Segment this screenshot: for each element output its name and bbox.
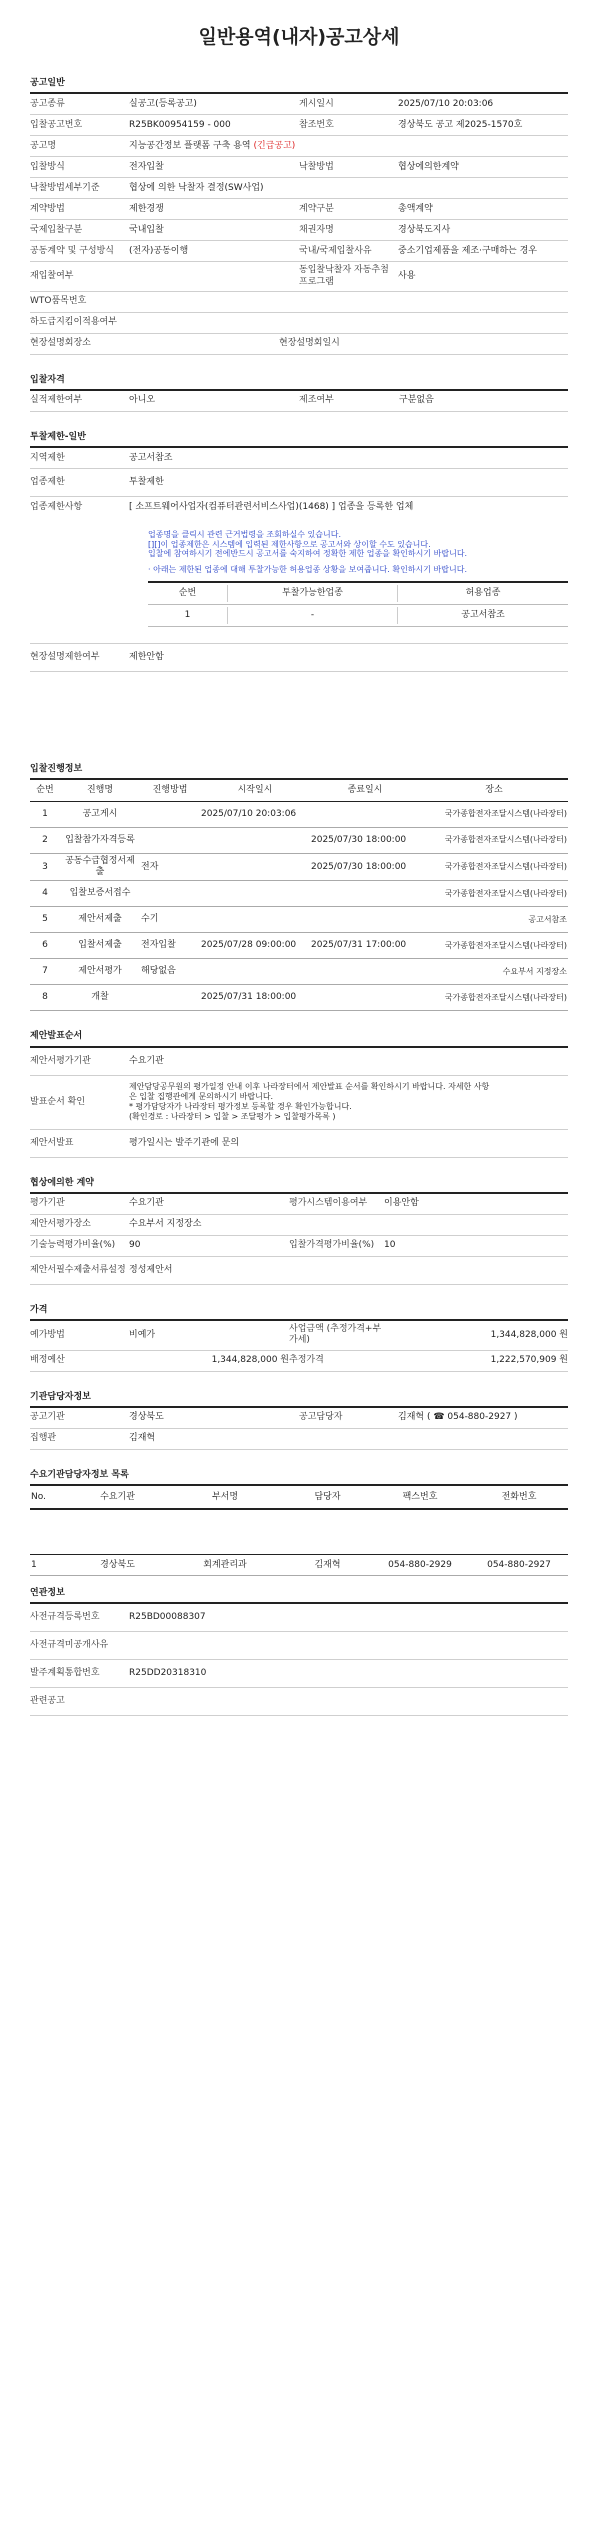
general-row [30, 157, 568, 178]
general-label: 입찰방식 [30, 161, 65, 172]
demand-cell: 회계관리과 [203, 1559, 247, 1570]
eval-place-row [30, 1215, 568, 1236]
related-value [129, 1643, 568, 1649]
site-limit-label: 현장설명제한여부 [30, 651, 100, 662]
schedule-cell: 전자입찰 [141, 940, 176, 951]
schedule-cell: 입찰서제출 [78, 940, 122, 951]
schedule-cell: 6 [42, 940, 48, 951]
price-ratio-label: 입찰가격평가비율(%) [289, 1240, 375, 1251]
schedule-cell [200, 892, 310, 896]
schedule-cell: 국가종합전자조달시스템(나라장터) [444, 940, 567, 950]
general-label: 공동계약 및 구성방식 [30, 245, 114, 256]
schedule-header: 진행방법 [152, 784, 188, 795]
schedule-cell: 국가종합전자조달시스템(나라장터) [444, 809, 567, 819]
budget-label: 배정예산 [30, 1355, 65, 1365]
general-row [30, 220, 568, 241]
general-value [129, 274, 299, 280]
related-row [30, 1632, 568, 1660]
schedule-header: 진행명 [86, 784, 114, 795]
schedule-header: 종료일시 [347, 784, 383, 795]
general-label: 입찰공고번호 [30, 119, 83, 130]
agency-contact-value: 김재혁 ( ☎ 054-880-2927 ) [398, 1412, 518, 1423]
section-title-related: 연관정보 [30, 1588, 568, 1604]
demand-cell: 경상북도 [100, 1559, 135, 1570]
notice-line: 입찰에 참여하시기 전에반드시 공고서를 숙지하여 정확한 제한 업종을 확인하시기 바랍니다. [148, 549, 468, 559]
schedule-cell: 제안서평가 [78, 966, 122, 977]
price-row [30, 1321, 568, 1351]
general-value: 전자입찰 [129, 161, 164, 172]
schedule-cell: 2025/07/31 18:00:00 [201, 992, 297, 1003]
schedule-cell: 수요부서 지정장소 [502, 966, 567, 976]
proposal-order-row [30, 1076, 568, 1130]
schedule-header: 순번 [36, 784, 54, 795]
related-row [30, 1604, 568, 1632]
general-value: 경상북도지사 [398, 224, 451, 235]
proposal-present-row [30, 1130, 568, 1158]
method-detail-label: 낙찰방법세부기준 [30, 182, 100, 193]
related-label: 관련공고 [30, 1696, 65, 1707]
allowed-biz-cell: 공고서참조 [461, 609, 505, 620]
general-row [30, 262, 568, 292]
demand-header: 팩스번호 [402, 1491, 438, 1502]
project-amount-value: 1,344,828,000 원 [490, 1329, 568, 1340]
site-place-label: 현장설명회장소 [30, 338, 91, 349]
schedule-cell: 2025/07/30 18:00:00 [311, 861, 407, 872]
method-detail-value: 협상에 의한 낙찰자 결정(SW사업) [129, 182, 264, 193]
general-value: 중소기업제품을 제조·구매하는 경우 [398, 245, 537, 256]
schedule-row [30, 854, 568, 882]
related-value [129, 1699, 568, 1705]
schedule-cell: 입찰보증서접수 [69, 888, 131, 899]
schedule-cell [200, 838, 310, 842]
schedule-cell [310, 892, 420, 896]
eval-place-label: 제안서평가장소 [30, 1219, 91, 1230]
schedule-cell: 국가종합전자조달시스템(나라장터) [444, 888, 567, 898]
manufacture-value: 구분없음 [399, 395, 434, 406]
biz-limit-row [30, 469, 568, 497]
schedule-cell [200, 865, 310, 869]
schedule-cell: 공고게시 [82, 808, 118, 819]
demand-header: No. [31, 1491, 46, 1502]
schedule-header: 시작일시 [237, 784, 273, 795]
schedule-cell: 공동수급협정서제출 [65, 855, 135, 878]
general-row [30, 199, 568, 220]
subcontract-label: 하도급지킴이적용여부 [30, 317, 117, 328]
general-label: 계약구분 [299, 203, 334, 214]
demand-header: 수요기관 [100, 1491, 135, 1502]
schedule-row [30, 802, 568, 828]
related-value: R25BD00088307 [129, 1612, 206, 1623]
notice-line: [][]이 업종제한은 시스템에 입력된 제한사항으로 공고서와 상이할 수도 있습니다. [148, 539, 431, 549]
page-title: 일반용역(내자)공고상세 [198, 26, 400, 48]
eval-org-label: 평가기관 [30, 1198, 65, 1209]
schedule-cell: 5 [42, 914, 48, 925]
price-ratio-value: 10 [384, 1240, 396, 1251]
proposal-org-value: 수요기관 [129, 1055, 164, 1066]
schedule-table [30, 780, 568, 1012]
schedule-cell [310, 996, 420, 1000]
notice-line: 업종명을 클릭시 관련 근거법령을 조회하실수 있습니다. [148, 530, 341, 540]
executor-label: 집행관 [30, 1433, 57, 1444]
site-limit-row [30, 644, 568, 672]
price-method-value: 비예가 [129, 1329, 156, 1340]
general-value: 실공고(등록공고) [129, 98, 197, 109]
schedule-cell: 2025/07/30 18:00:00 [311, 834, 407, 845]
general-value: 국내입찰 [129, 224, 164, 235]
schedule-cell: 국가종합전자조달시스템(나라장터) [444, 835, 567, 845]
schedule-cell: 2025/07/31 17:00:00 [311, 940, 407, 951]
demand-header: 부서명 [211, 1491, 239, 1502]
section-title-negotiation: 협상에의한 계약 [30, 1178, 568, 1194]
agency-contact-label: 공고담당자 [299, 1412, 343, 1423]
urgent-flag: (긴급공고) [253, 140, 296, 151]
tech-ratio-value: 90 [129, 1240, 141, 1251]
general-row [30, 94, 568, 115]
method-detail-row [30, 178, 568, 199]
general-label: 계약방법 [30, 203, 65, 214]
manufacture-label: 제조여부 [299, 395, 334, 406]
schedule-cell: 8 [42, 992, 48, 1003]
demand-cell: 김재혁 [314, 1559, 341, 1570]
general-label: 참조번호 [299, 119, 334, 130]
notice-name-row [30, 136, 568, 157]
perf-limit-value: 아니오 [129, 395, 156, 406]
related-label: 발주계획통합번호 [30, 1668, 100, 1679]
site-time-label: 현장설명회일시 [279, 338, 340, 349]
schedule-row [30, 959, 568, 985]
region-limit-value: 공고서참조 [129, 452, 173, 463]
required-doc-label: 제안서필수제출서류설정 [30, 1264, 126, 1275]
section-title-general: 공고일반 [30, 78, 568, 94]
section-title-schedule: 입찰진행정보 [30, 764, 568, 780]
general-label: 국내/국제입찰사유 [299, 245, 372, 256]
general-value: (전자)공동이행 [129, 245, 189, 256]
general-row [30, 241, 568, 262]
schedule-row [30, 933, 568, 959]
tech-ratio-label: 기술능력평가비율(%) [30, 1240, 116, 1251]
eval-system-label: 평가시스템이용여부 [289, 1198, 368, 1209]
schedule-cell [140, 838, 200, 842]
schedule-row [30, 985, 568, 1011]
general-value: 2025/07/10 20:03:06 [398, 98, 494, 109]
executor-value: 김재혁 [129, 1433, 156, 1444]
schedule-cell: 국가종합전자조달시스템(나라장터) [444, 992, 567, 1002]
biz-limit-label: 업종제한 [30, 477, 65, 488]
budget-row [30, 1351, 568, 1372]
demand-header: 전화번호 [501, 1491, 537, 1502]
schedule-cell [200, 970, 310, 974]
demand-table [30, 1486, 568, 1576]
schedule-cell: 해당없음 [141, 966, 176, 977]
allowed-biz-header: 투찰가능한업종 [228, 585, 398, 602]
related-label: 사전규격미공개사유 [30, 1640, 109, 1651]
site-row [30, 334, 568, 355]
eval-system-value: 이용안함 [384, 1198, 419, 1209]
general-value: R25BK00954159 - 000 [129, 119, 231, 130]
related-row [30, 1688, 568, 1716]
section-title-limits: 투찰제한-일반 [30, 432, 568, 448]
schedule-cell: 4 [42, 888, 48, 899]
order-line: * 평가담당자가 나라장터 평가정보 등록할 경우 확인가능합니다. [129, 1102, 352, 1112]
demand-cell: 1 [31, 1559, 37, 1570]
schedule-cell: 수기 [141, 914, 159, 925]
schedule-row [30, 881, 568, 907]
order-line: 제안담당공무원의 평가일정 안내 이후 나라장터에서 제안발표 순서를 확인하시기 바랍니다. 자세한 사항 [129, 1082, 490, 1092]
general-value: 사용 [398, 270, 416, 281]
region-limit-label: 지역제한 [30, 452, 65, 463]
section-title-demand: 수요기관담당자정보 목록 [30, 1470, 568, 1486]
proposal-present-label: 제안서발표 [30, 1137, 74, 1148]
schedule-cell [200, 918, 310, 922]
general-label: 국제입찰구분 [30, 224, 83, 235]
general-value: 제한경쟁 [129, 203, 164, 214]
required-doc-row [30, 1257, 568, 1285]
site-limit-value: 제한안함 [129, 651, 164, 662]
schedule-cell: 2 [42, 834, 48, 845]
schedule-cell [140, 996, 200, 1000]
general-label: 게시일시 [299, 98, 334, 109]
est-price-label: 추정가격 [289, 1355, 324, 1365]
allowed-biz-table [148, 581, 568, 627]
proposal-order-label: 발표순서 확인 [30, 1096, 86, 1107]
related-value: R25DD20318310 [129, 1668, 207, 1679]
section-title-price: 가격 [30, 1305, 568, 1321]
perf-limit-label: 실적제한여부 [30, 395, 83, 406]
schedule-cell [140, 812, 200, 816]
demand-cell: 054-880-2927 [487, 1559, 551, 1570]
notice-name-value: 지능공간정보 플랫폼 구축 용역 [129, 140, 251, 151]
section-title-proposal: 제안발표순서 [30, 1031, 568, 1047]
general-label: 낙찰방법 [299, 161, 334, 172]
proposal-present-value: 평가일시는 발주기관에 문의 [129, 1137, 240, 1148]
allowed-biz-cell: 1 [148, 607, 228, 624]
general-value: 협상에의한계약 [398, 161, 459, 172]
est-price-value: 1,222,570,909 원 [490, 1355, 568, 1365]
biz-detail-block [30, 497, 568, 643]
schedule-cell: 3 [42, 861, 48, 872]
agency-row [30, 1408, 568, 1429]
biz-limit-value: 투찰제한 [129, 477, 164, 488]
general-value: 총액계약 [398, 203, 433, 214]
executor-row [30, 1429, 568, 1450]
schedule-cell [310, 812, 420, 816]
general-label: 공고종류 [30, 98, 65, 109]
schedule-cell [310, 918, 420, 922]
wto-row [30, 292, 568, 313]
general-row [30, 115, 568, 136]
schedule-cell [140, 892, 200, 896]
general-label: 재입찰여부 [30, 270, 74, 281]
general-label: 동입찰낙찰자 자동추첨 프로그램 [299, 265, 389, 287]
related-row [30, 1660, 568, 1688]
schedule-cell: 7 [42, 966, 48, 977]
biz-detail-label: 업종제한사항 [30, 502, 83, 513]
qualification-row [30, 391, 568, 412]
notice-name-label: 공고명 [30, 140, 57, 151]
general-label: 채권자명 [299, 224, 334, 235]
schedule-header: 장소 [485, 784, 503, 795]
proposal-order-text [129, 1079, 568, 1125]
schedule-row [30, 828, 568, 854]
schedule-cell: 국가종합전자조달시스템(나라장터) [444, 862, 567, 872]
schedule-row [30, 907, 568, 933]
proposal-org-label: 제안서평가기관 [30, 1055, 91, 1066]
agency-value: 경상북도 [129, 1412, 164, 1423]
budget-value: 1,344,828,000 원 [211, 1355, 289, 1365]
demand-header: 담당자 [314, 1491, 341, 1502]
notice-line: · 아래는 제한된 업종에 대해 투찰가능한 허용업종 상황을 보여줍니다. 확인하시기 바랍니다. [148, 565, 467, 575]
agency-label: 공고기관 [30, 1412, 65, 1423]
allowed-biz-cell: - [228, 607, 398, 624]
demand-cell: 054-880-2929 [388, 1559, 452, 1570]
allowed-biz-header: 순번 [148, 585, 228, 602]
order-line: (확인경로 : 나라장터 > 입찰 > 조달평가 > 입찰평가목록 ) [129, 1112, 336, 1122]
notice-detail-page [30, 0, 568, 1716]
eval-place-value: 수요부서 지정장소 [129, 1219, 202, 1230]
biz-limit-notice [148, 530, 568, 574]
schedule-cell: 제안서제출 [78, 914, 122, 925]
subcontract-row [30, 313, 568, 334]
related-label: 사전규격등록번호 [30, 1612, 100, 1623]
schedule-cell: 개찰 [91, 992, 109, 1003]
proposal-org-row [30, 1048, 568, 1076]
schedule-cell: 공고서참조 [528, 914, 567, 924]
region-limit-row [30, 448, 568, 469]
allowed-biz-header: 허용업종 [465, 587, 501, 598]
wto-label: WTO품목번호 [30, 296, 87, 307]
eval-org-row [30, 1194, 568, 1215]
eval-org-value: 수요기관 [129, 1198, 164, 1209]
price-method-label: 예가방법 [30, 1329, 65, 1340]
section-title-agency: 기관담당자정보 [30, 1392, 568, 1408]
section-title-qualification: 입찰자격 [30, 375, 568, 391]
required-doc-value: 정성제안서 [129, 1264, 173, 1275]
project-amount-label: 사업금액 (추정가격+부가세) [289, 1324, 382, 1346]
biz-detail-value[interactable]: [ 소프트웨어사업자(컴퓨터관련서비스사업)(1468) ] 업종을 등록한 업체 [129, 502, 414, 513]
eval-ratio-row [30, 1236, 568, 1257]
schedule-cell: 2025/07/10 20:03:06 [201, 808, 297, 819]
general-value: 경상북도 공고 제2025-1570호 [398, 119, 523, 130]
schedule-cell: 입찰참가자격등록 [65, 834, 135, 845]
schedule-cell [310, 970, 420, 974]
schedule-cell: 2025/07/28 09:00:00 [201, 940, 297, 951]
schedule-cell: 1 [42, 808, 48, 819]
schedule-cell: 전자 [141, 861, 159, 872]
order-line: 은 입찰 집행관에게 문의하시기 바랍니다. [129, 1092, 274, 1102]
